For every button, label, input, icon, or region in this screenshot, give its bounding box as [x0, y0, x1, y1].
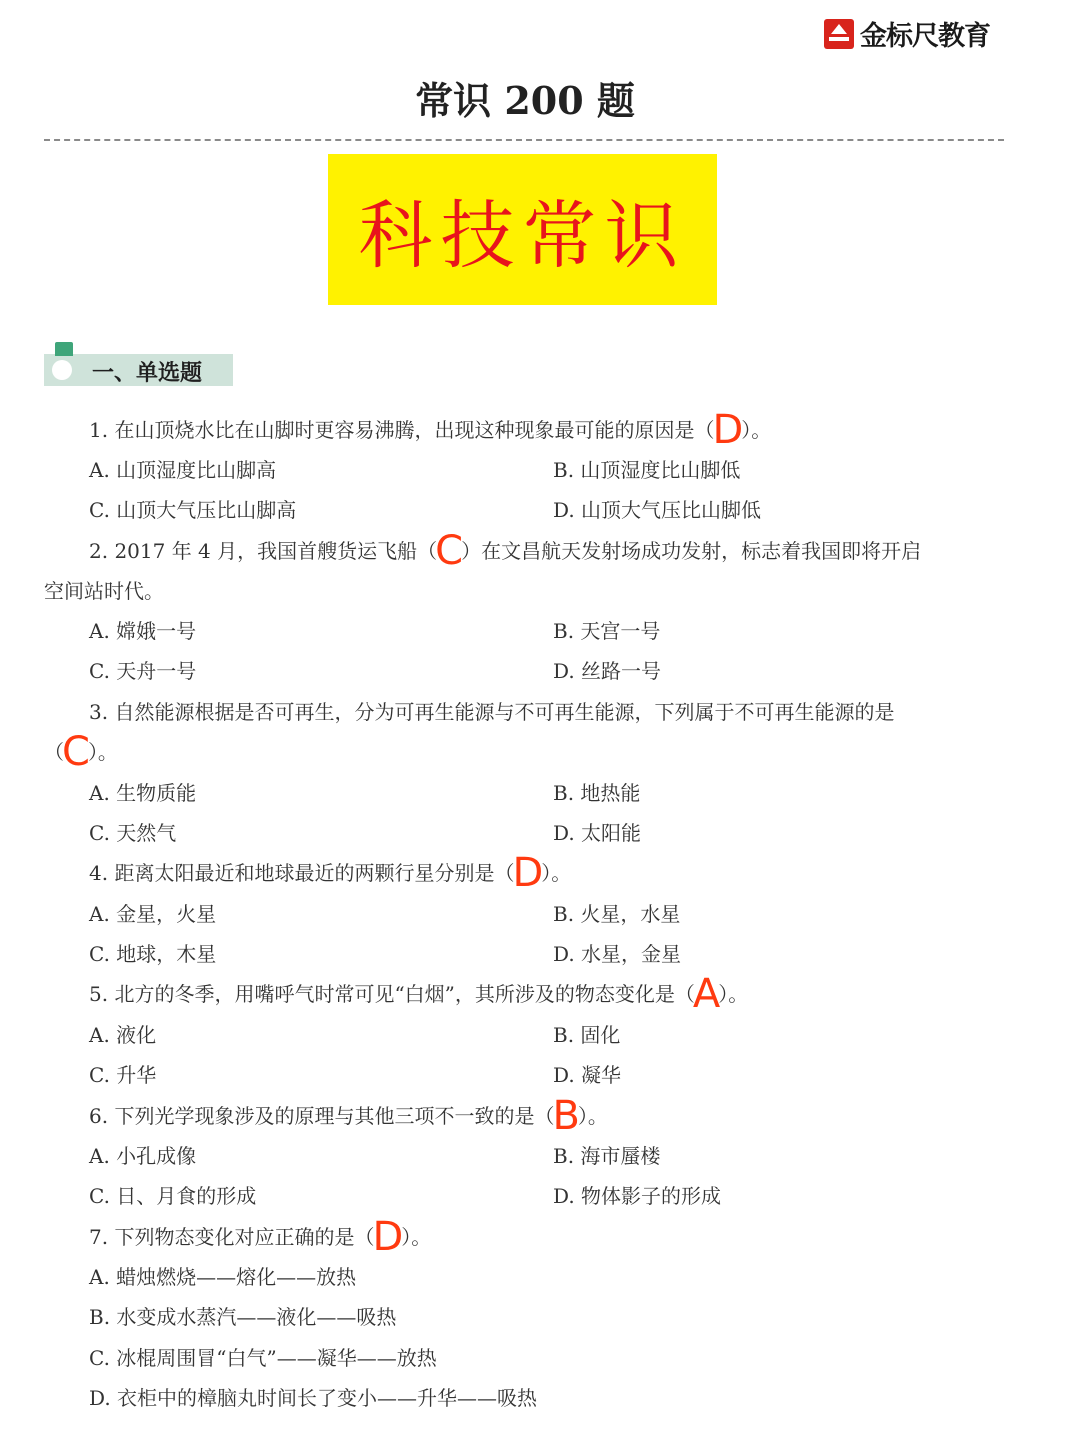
topic-banner	[328, 154, 717, 305]
option-c: C. 天舟一号	[89, 659, 197, 683]
option-c: C. 地球，木星	[89, 942, 217, 966]
option-d: D. 山顶大气压比山脚低	[553, 498, 762, 522]
option-c: C. 升华	[89, 1063, 157, 1087]
option-a: A. 山顶湿度比山脚高	[89, 458, 277, 482]
question-stem: 4. 距离太阳最近和地球最近的两颗行星分别是（D）。	[89, 850, 572, 896]
option-b: B. 水变成水蒸汽——液化——吸热	[89, 1305, 397, 1329]
option-d: D. 衣柜中的樟脑丸时间长了变小——升华——吸热	[89, 1386, 538, 1410]
option-b: B. 火星，水星	[553, 902, 681, 926]
handwritten-answer: D	[512, 850, 544, 896]
option-d: D. 太阳能	[553, 821, 642, 845]
option-b: B. 海市蜃楼	[553, 1144, 661, 1168]
logo-text: 金标尺教育	[860, 21, 990, 52]
question-stem: 1. 在山顶烧水比在山脚时更容易沸腾，出现这种现象最可能的原因是（D）。	[89, 407, 772, 453]
question-stem: 5. 北方的冬季，用嘴呼气时常可见“白烟”，其所涉及的物态变化是（A）。	[89, 971, 749, 1017]
option-c: C. 山顶大气压比山脚高	[89, 498, 297, 522]
option-d: D. 丝路一号	[553, 659, 662, 683]
page-title: 常识 200 题	[415, 78, 635, 123]
handwritten-answer: D	[372, 1214, 404, 1260]
question-stem: 2. 2017 年 4 月，我国首艘货运飞船（C）在文昌航天发射场成功发射，标志着我国即将开启	[89, 528, 922, 574]
section-dot-icon	[52, 360, 72, 380]
option-d: D. 凝华	[553, 1063, 622, 1087]
option-b: B. 天宫一号	[553, 619, 661, 643]
option-a: A. 蜡烛燃烧——熔化——放热	[89, 1265, 357, 1289]
handwritten-answer: C	[62, 729, 90, 775]
option-a: A. 嫦娥一号	[89, 619, 197, 643]
option-a: A. 金星，火星	[89, 902, 217, 926]
dashed-divider	[44, 139, 1004, 141]
handwritten-answer: A	[692, 971, 721, 1017]
option-b: B. 固化	[553, 1023, 621, 1047]
option-b: B. 地热能	[553, 781, 641, 805]
section-label: 一、单选题	[92, 361, 203, 386]
question-stem-continued: 空间站时代。	[44, 579, 164, 603]
handwritten-answer: D	[712, 407, 744, 453]
topic-banner-text: 科技常识	[358, 192, 687, 279]
option-b: B. 山顶湿度比山脚低	[553, 458, 741, 482]
question-stem: 7. 下列物态变化对应正确的是（D）。	[89, 1214, 432, 1260]
question-stem: 6. 下列光学现象涉及的原理与其他三项不一致的是（B）。	[89, 1093, 608, 1139]
section-tab-icon	[55, 342, 73, 356]
brand-logo	[824, 14, 990, 53]
option-c: C. 天然气	[89, 821, 177, 845]
question-stem: 3. 自然能源根据是否可再生，分为可再生能源与不可再生能源，下列属于不可再生能源的是	[89, 700, 895, 724]
option-d: D. 水星，金星	[553, 942, 682, 966]
option-c: C. 日、月食的形成	[89, 1184, 257, 1208]
option-d: D. 物体影子的形成	[553, 1184, 722, 1208]
logo-mark-icon	[824, 19, 854, 49]
section-header	[44, 354, 233, 386]
option-c: C. 冰棍周围冒“白气”——凝华——放热	[89, 1346, 437, 1370]
option-a: A. 液化	[89, 1023, 157, 1047]
option-a: A. 小孔成像	[89, 1144, 197, 1168]
option-a: A. 生物质能	[89, 781, 197, 805]
handwritten-answer: B	[552, 1093, 580, 1139]
question-stem-continued: （C）。	[44, 729, 118, 775]
handwritten-answer: C	[435, 528, 464, 574]
